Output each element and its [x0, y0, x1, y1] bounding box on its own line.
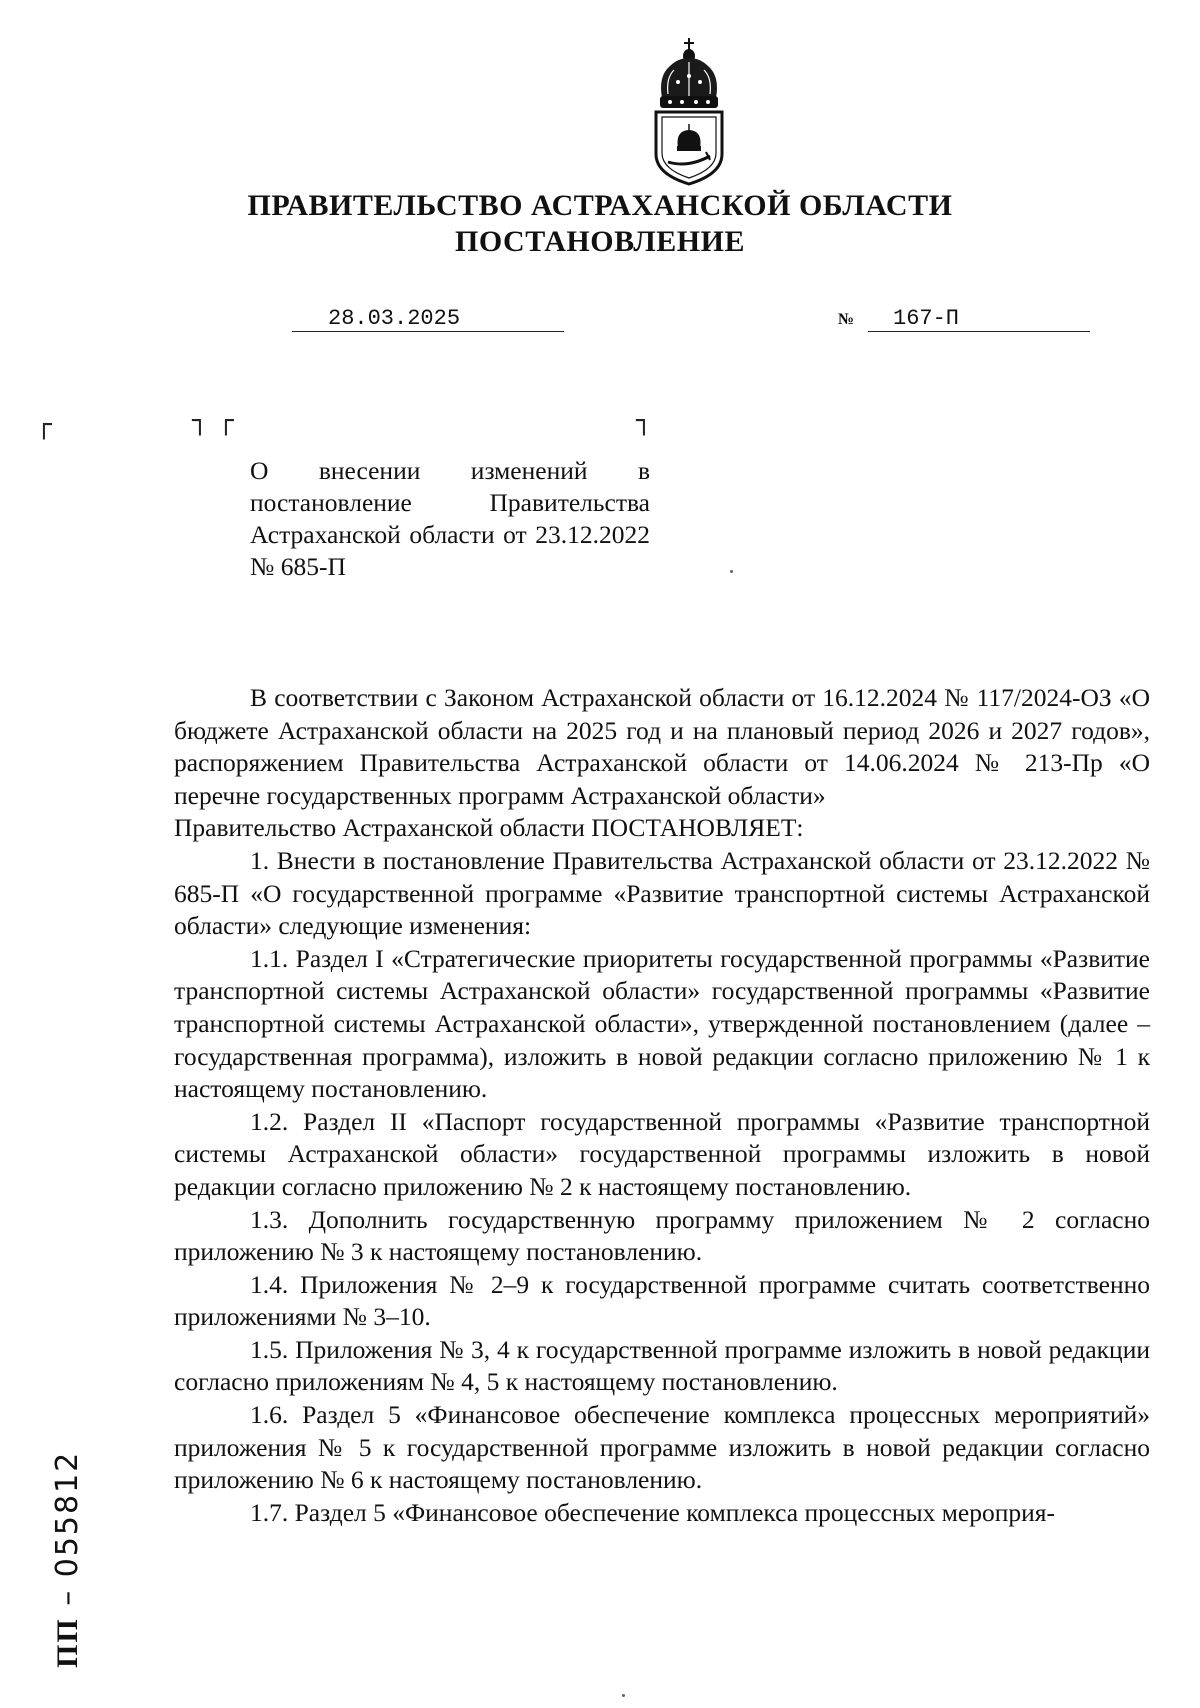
corner-bracket-left: ┌ [36, 410, 52, 440]
body-paragraph: 1.2. Раздел II «Паспорт государственной программы «Развитие транспортной системы Астраханской области» государственной программы изложить в новой редакции согласно приложению № 2 к настоящему постановлению. [174, 1106, 1150, 1201]
document-subject: О внесении изменений в постановление Правительства Астраханской области от 23.12.2022 № 685-П [250, 456, 650, 581]
body-paragraph: 1.4. Приложения № 2–9 к государственной программе считать соответственно приложениями № 3–10. [174, 1269, 1150, 1332]
number-sign: № [838, 311, 855, 328]
corner-bracket-subject-start: ┌ [218, 406, 234, 436]
side-code-number: 055812 [50, 1450, 85, 1578]
document-type-title: ПОСТАНОВЛЕНИЕ [455, 225, 745, 258]
body-paragraph: Правительство Астраханской области ПОСТАНОВЛЯЕТ: [174, 813, 804, 843]
document-number: 167-П [893, 306, 960, 331]
scan-speck [622, 1694, 625, 1697]
body-paragraph: 1. Внести в постановление Правительства Астраханской области от 23.12.2022 № 685-П «О государственной программе «Развитие транспортной системы Астраханской области» следующие изменения: [174, 845, 1150, 941]
corner-bracket-subject-left-end: ┐ [192, 406, 208, 436]
body-paragraph: 1.3. Дополнить государственную программу приложением № 2 согласно приложению № 3 к настоящему постановлению. [174, 1204, 1150, 1267]
side-code-prefix: ПП [51, 1617, 84, 1668]
coat-of-arms-icon [648, 36, 730, 186]
document-body [174, 682, 1150, 1529]
body-paragraph: 1.6. Раздел 5 «Финансовое обеспечение комплекса процессных мероприятий» приложения № 5 к государственной программе изложить в новой редакции согласно приложению № 6 к настоящему постановлению. [174, 1400, 1150, 1495]
side-serial-code [50, 1451, 85, 1668]
body-paragraph: 1.1. Раздел I «Стратегические приоритеты государственной программы «Развитие транспортной системы Астраханской области» государственной программы «Развитие транспортной системы Астраханской области», утвержденной постановлением (далее – государственная программа), изложить в новой редакции согласно приложению № 1 к настоящему постановлению. [174, 943, 1150, 1104]
corner-bracket-subject-end: ┐ [636, 406, 652, 436]
date-underline [292, 331, 564, 332]
scan-speck [730, 570, 733, 573]
document-date: 28.03.2025 [328, 306, 461, 331]
organization-title: ПРАВИТЕЛЬСТВО АСТРАХАНСКОЙ ОБЛАСТИ [247, 189, 953, 222]
side-code-dash: – [50, 1577, 85, 1618]
body-paragraph: В соответствии с Законом Астраханской области от 16.12.2024 № 117/2024-ОЗ «О бюджете Астраханской области на 2025 год и на плановый период 2026 и 2027 годов», распоряжением Правительства Астраханской области от 14.06.2024 № 213-Пр «О перечне государственных программ Астраханской области» [174, 683, 1150, 810]
number-underline [868, 331, 1090, 332]
body-paragraph: 1.7. Раздел 5 «Финансовое обеспечение комплекса процессных мероприя- [250, 1497, 1055, 1527]
body-paragraph: 1.5. Приложения № 3, 4 к государственной программе изложить в новой редакции согласно приложениям № 4, 5 к настоящему постановлению. [174, 1334, 1150, 1397]
